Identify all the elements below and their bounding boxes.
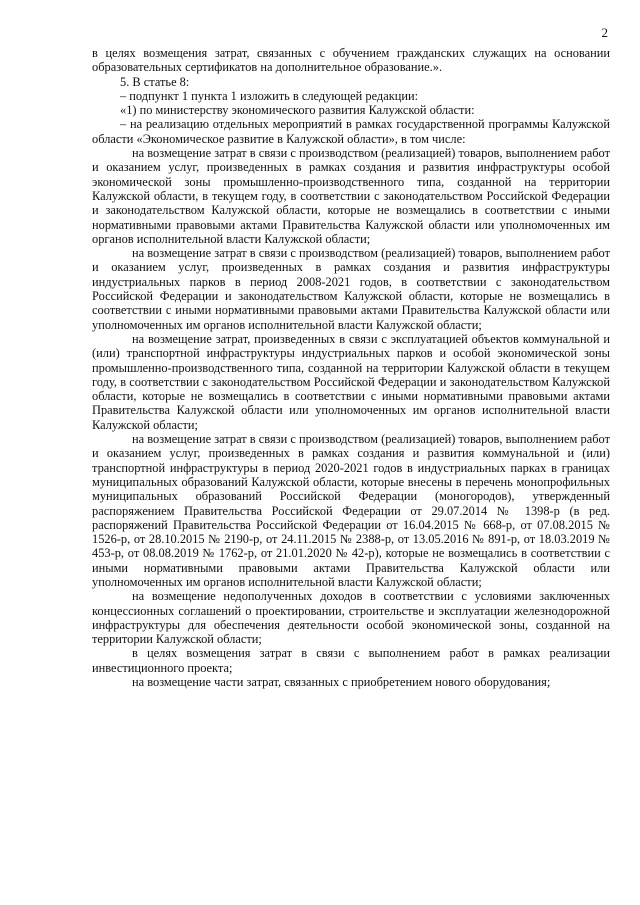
page-number: 2 [601,25,608,40]
paragraph: «1) по министерству экономического развития Калужской области: [120,103,475,118]
paragraph: 5. В статье 8: [120,74,190,89]
paragraph: на возмещение затрат в связи с производством (реализацией) товаров, выполнением работ и оказанием услуг, произведенных в рамках создания и развития инфраструктуры индустриальных парков в период 2008-2021 годов, в соответствии с законодательством Российской Федерации и законодательством Калужской области, которые не возмещались в соответствии с иными нормативными правовыми актами Правительства Калужской области или уполномоченных им органов исполнительной власти Калужской области; [92,246,610,332]
paragraph: в целях возмещения затрат в связи с выполнением работ в рамках реализации инвестиционного проекта; [92,646,610,675]
paragraph: на возмещение затрат, произведенных в связи с эксплуатацией объектов коммунальной и (или) транспортной инфраструктуры индустриальных парков и особой экономической зоны промышленно-производственного типа, созданной на территории Калужской области в текущем году, в соответствии с законодательством Российской Федерации и законодательством Калужской области, которые не возмещались в соответствии с иными нормативными правовыми актами Правительства Калужской области или уполномоченных им органов исполнительной власти Калужской области; [92,331,610,432]
paragraph: на возмещение недополученных доходов в соответствии с условиями заключенных концессионных соглашений о проектировании, строительстве и эксплуатации железнодорожной инфраструктуры для обеспечения деятельности особой экономической зоны, созданной на территории Калужской области; [92,589,610,647]
paragraph: на возмещение затрат в связи с производством (реализацией) товаров, выполнением работ и оказанием услуг, произведенных в рамках создания и развития коммунальной и (или) транспортной инфраструктуры в период 2020-2021 годов в индустриальных парках в границах муниципальных образований Калужской области, которые внесены в перечень монопрофильных муниципальных образований Российской Федерации (моногородов), утвержденный распоряжением Правительства Российской Федерации от 29.07.2014 № 1398-р (в ред. распоряжений Правительства Российской Федерации от 16.04.2015 № 668-р, от 07.08.2015 № 1526-р, от 28.10.2015 № 2190-р, от 24.11.2015 № 2388-р, от 13.05.2016 № 891-р, от 18.03.2019 № 453-р, от 08.08.2019 № 1762-р, от 21.01.2020 № 42-р), которые не возмещались в соответствии с иными нормативными правовыми актами Правительства Калужской области или уполномоченных им органов исполнительной власти Калужской области; [92,432,610,589]
paragraph: на возмещение затрат в связи с производством (реализацией) товаров, выполнением работ и оказанием услуг, произведенных в рамках создания и развития инфраструктуры особой экономической зоны промышленно-производственного типа, созданной на территории Калужской области, в текущем году, в соответствии с законодательством Российской Федерации и законодательством Калужской области, которые не возмещались в соответствии с иными нормативными правовыми актами Правительства Калужской области или уполномоченных им органов исполнительной власти Калужской области; [92,146,610,246]
document-body [92,46,610,689]
paragraph: – на реализацию отдельных мероприятий в рамках государственной программы Калужской области «Экономическое развитие в Калужской области», в том числе: [92,117,610,146]
paragraph: в целях возмещения затрат, связанных с обучением гражданских служащих на основании образовательных сертификатов на дополнительное образование.». [92,46,610,75]
paragraph: на возмещение части затрат, связанных с приобретением нового оборудования; [132,675,551,690]
paragraph: – подпункт 1 пункта 1 изложить в следующей редакции: [120,88,419,103]
